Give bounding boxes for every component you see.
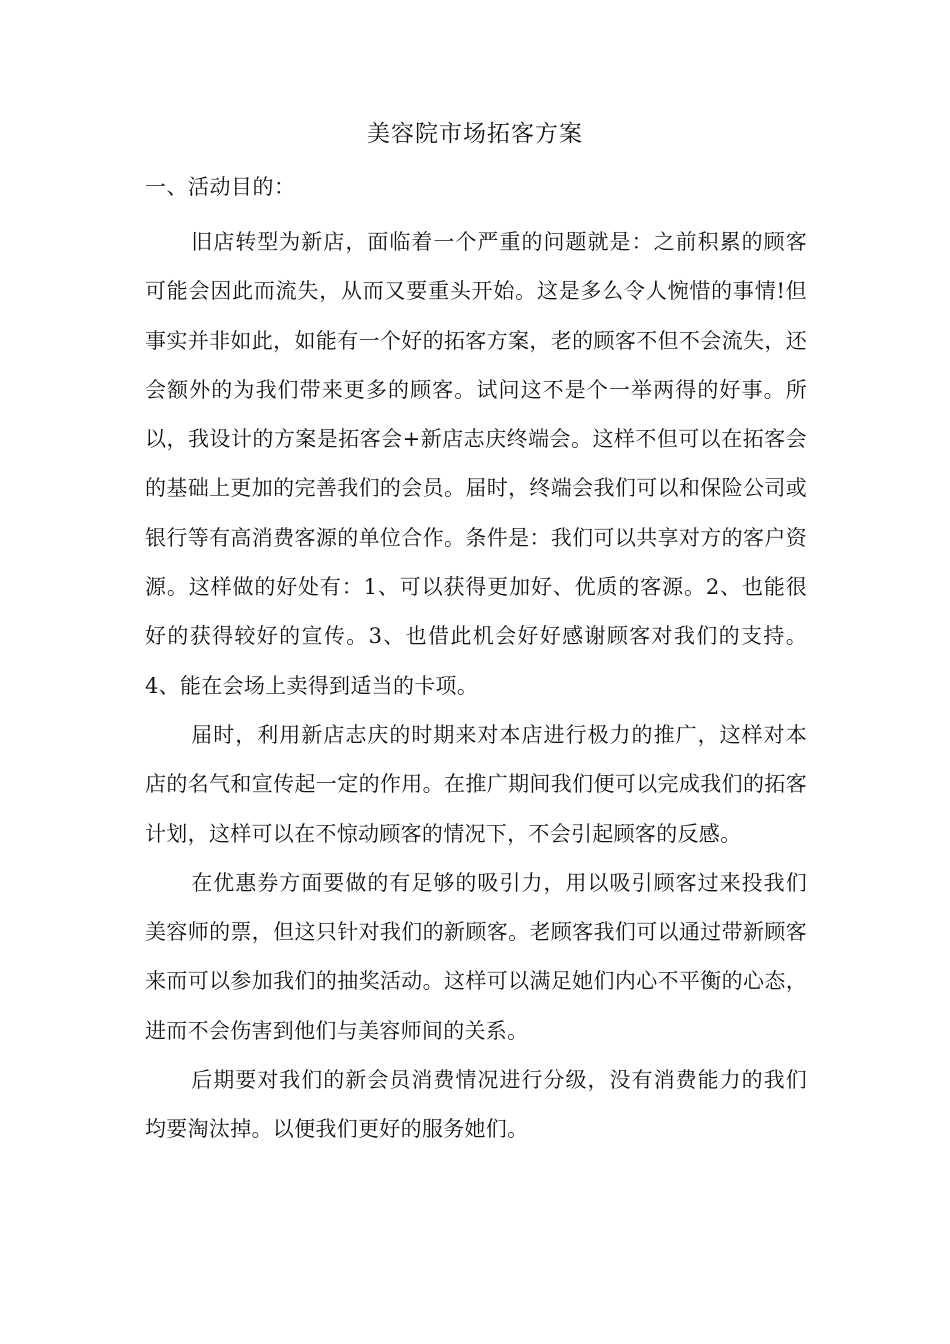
- section-heading: 一、活动目的：: [145, 175, 296, 199]
- paragraph-1: 旧店转型为新店，面临着一个严重的问题就是：之前积累的顾客可能会因此而流失，从而又要重头开始。这是多么令人惋惜的事情!但事实并非如此，如能有一个好的拓客方案，老的顾客不但不会流失，还会额外的为我们带来更多的顾客。试问这不是个一举两得的好事。所以，我设计的方案是拓客会+新店志庆终端会。这样不但可以在拓客会的基础上更加的完善我们的会员。届时，终端会我们可以和保险公司或银行等有高消费客源的单位合作。条件是：我们可以共享对方的客户资源。这样做的好处有：1、可以获得更加好、优质的客源。2、也能很好的获得较好的宣传。3、也借此机会好好感谢顾客对我们的支持。4、能在会场上卖得到适当的卡项。: [145, 230, 807, 698]
- paragraph-2: 届时，利用新店志庆的时期来对本店进行极力的推广，这样对本店的名气和宣传起一定的作用。在推广期间我们便可以完成我们的拓客计划，这样可以在不惊动顾客的情况下，不会引起顾客的反感。: [145, 722, 807, 846]
- paragraph-3: 在优惠券方面要做的有足够的吸引力，用以吸引顾客过来投我们美容师的票，但这只针对我们的新顾客。老顾客我们可以通过带新顾客来而可以参加我们的抽奖活动。这样可以满足她们内心不平衡的心态，进而不会伤害到他们与美容师间的关系。: [145, 870, 807, 1043]
- paragraph-4: 后期要对我们的新会员消费情况进行分级，没有消费能力的我们均要淘汰掉。以便我们更好的服务她们。: [145, 1068, 807, 1142]
- document-title: 美容院市场拓客方案: [367, 121, 583, 147]
- document-body: [145, 169, 807, 1155]
